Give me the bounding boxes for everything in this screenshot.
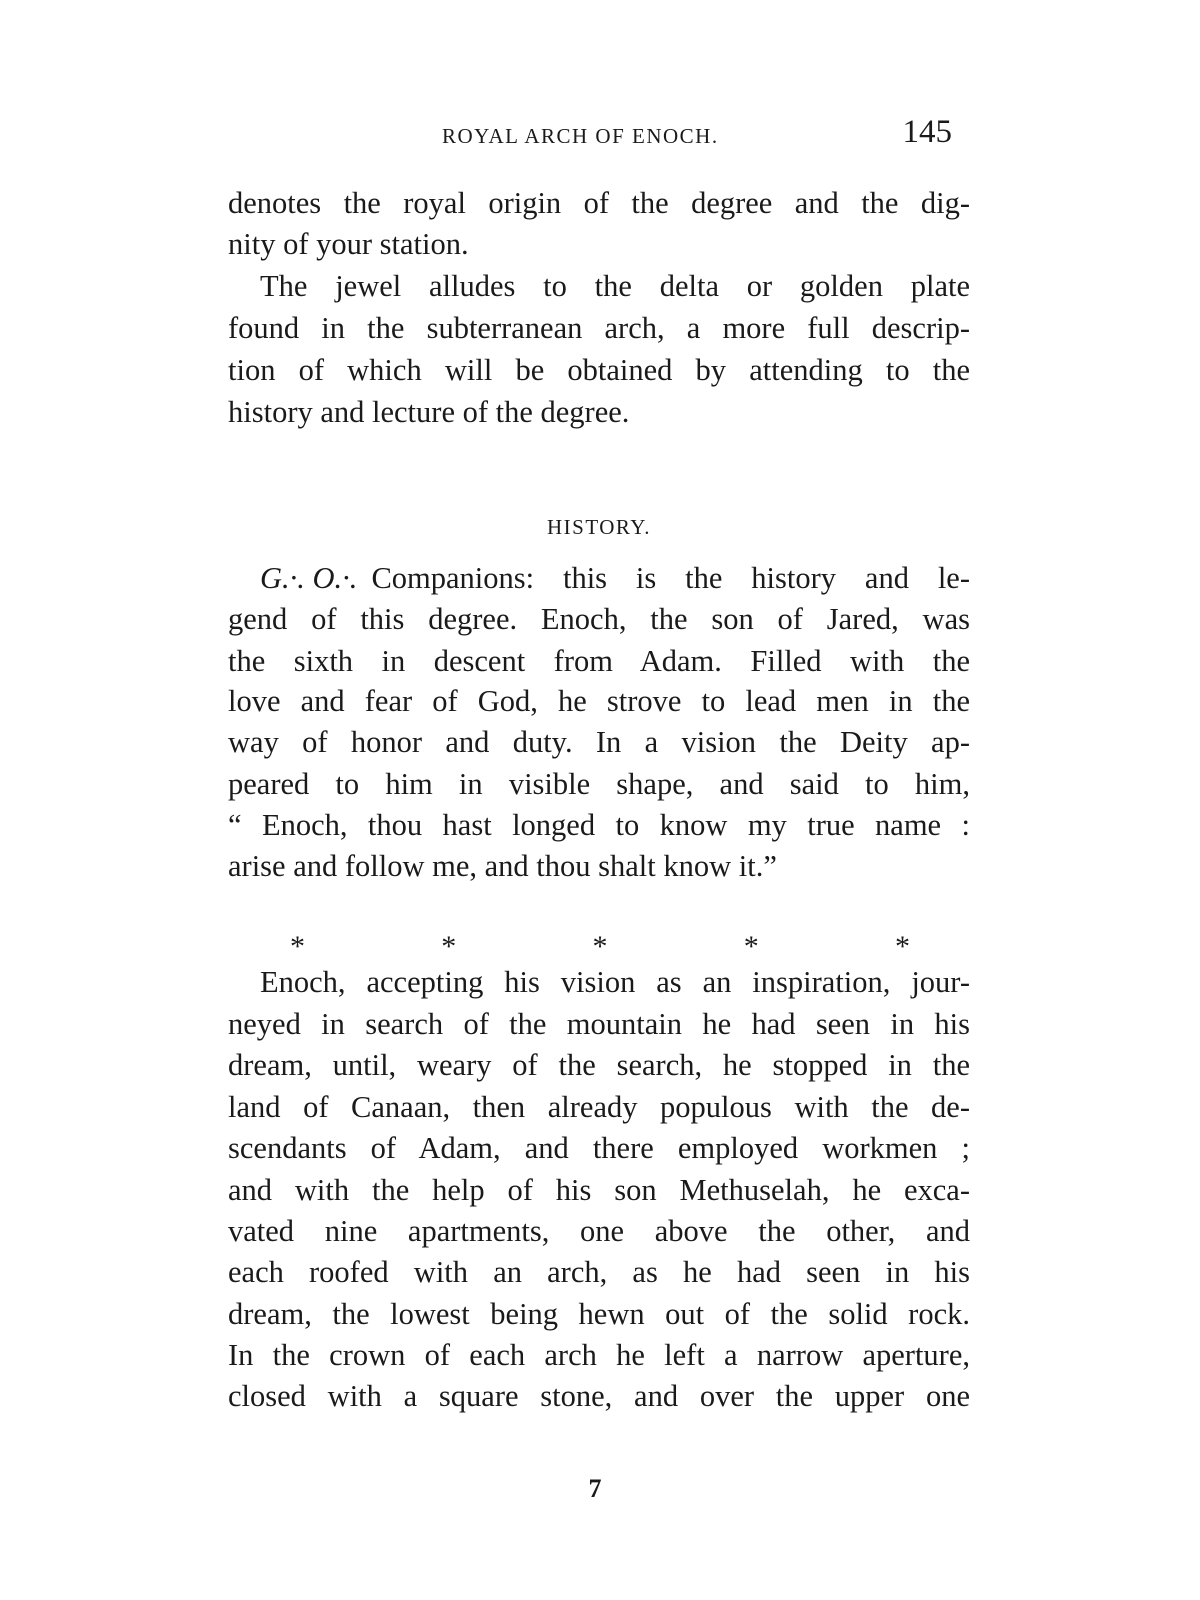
text-line: arise and follow me, and thou shalt know it.” — [228, 849, 777, 883]
text-line: In the crown of each arch he left a narrow aperture, — [228, 1338, 970, 1372]
text-line: vated nine apartments, one above the other, and — [228, 1214, 970, 1248]
text-line: tion of which will be obtained by attending to the — [228, 353, 970, 387]
text-line: way of honor and duty. In a vision the Deity ap- — [228, 725, 970, 759]
text-line: closed with a square stone, and over the upper one — [228, 1379, 970, 1413]
running-title: ROYAL ARCH OF ENOCH. — [442, 124, 719, 148]
speaker-abbreviation: G.·. O.·. — [260, 561, 358, 595]
running-head — [230, 116, 960, 156]
signature-mark: 7 — [588, 1474, 602, 1503]
text-line: found in the subterranean arch, a more full descrip- — [228, 311, 970, 345]
text-line-rest: Companions: this is the history and le- — [371, 561, 970, 595]
text-line — [260, 558, 970, 599]
text-line: land of Canaan, then already populous with the de- — [228, 1090, 970, 1124]
asterism-divider — [290, 930, 910, 966]
asterisk: * — [290, 930, 305, 963]
text-line: denotes the royal origin of the degree and the dig- — [228, 186, 970, 220]
page-number: 145 — [902, 114, 952, 150]
text-line: each roofed with an arch, as he had seen in his — [228, 1255, 970, 1289]
text-line: peared to him in visible shape, and said to him, — [228, 767, 970, 801]
text-line: scendants of Adam, and there employed workmen ; — [228, 1131, 970, 1165]
asterisk: * — [743, 930, 759, 963]
asterisk: * — [441, 930, 457, 963]
text-line: the sixth in descent from Adam. Filled with the — [228, 644, 970, 678]
text-line: gend of this degree. Enoch, the son of Jared, was — [228, 602, 970, 636]
text-line: neyed in search of the mountain he had seen in his — [228, 1007, 970, 1041]
text-line: nity of your station. — [228, 227, 469, 261]
text-line: Enoch, accepting his vision as an inspiration, jour- — [260, 965, 970, 999]
text-line: history and lecture of the degree. — [228, 395, 630, 429]
section-heading: HISTORY. — [546, 515, 651, 539]
asterisk: * — [895, 930, 910, 963]
text-line: dream, the lowest being hewn out of the solid rock. — [228, 1297, 970, 1331]
text-line: dream, until, weary of the search, he stopped in the — [228, 1048, 970, 1082]
text-line: “ Enoch, thou hast longed to know my true name : — [228, 808, 970, 842]
text-line: The jewel alludes to the delta or golden plate — [260, 269, 970, 303]
text-line: love and fear of God, he strove to lead men in the — [228, 684, 970, 718]
asterisk: * — [592, 930, 608, 963]
text-line: and with the help of his son Methuselah, he exca- — [228, 1173, 970, 1207]
